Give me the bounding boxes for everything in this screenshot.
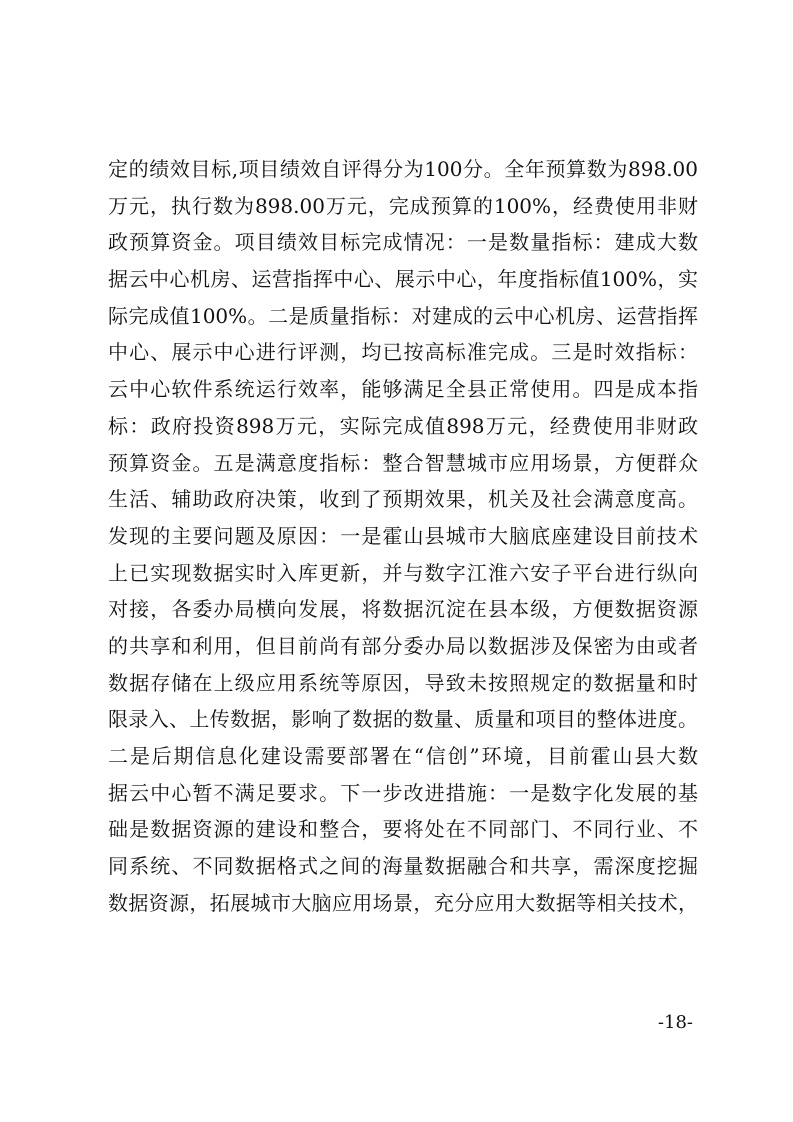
text-line: 的共享和利用，但目前尚有部分委办局以数据涉及保密为由或者	[108, 633, 698, 658]
text-line: 云中心软件系统运行效率，能够满足全县正常使用。四是成本指	[108, 377, 698, 402]
text-line: 标：政府投资898万元，实际完成值898万元，经费使用非财政	[108, 413, 698, 438]
text-line: 数据存储在上级应用系统等原因，导致未按照规定的数据量和时	[108, 670, 698, 695]
text-line: 万元，执行数为898.00万元，完成预算的100%，经费使用非财	[108, 193, 698, 218]
text-line: 生活、辅助政府决策，收到了预期效果，机关及社会满意度高。	[108, 487, 698, 512]
text-line: 据云中心机房、运营指挥中心、展示中心，年度指标值100%，实	[108, 267, 698, 292]
body-text	[108, 151, 698, 921]
text-line: 据云中心暂不满足要求。下一步改进措施：一是数字化发展的基	[108, 780, 698, 805]
text-line: 数据资源，拓展城市大脑应用场景，充分应用大数据等相关技术，	[108, 890, 698, 915]
text-line: 际完成值100%。二是质量指标：对建成的云中心机房、运营指挥	[108, 303, 698, 328]
text-line: 预算资金。五是满意度指标：整合智慧城市应用场景，方便群众	[108, 450, 698, 475]
text-line: 限录入、上传数据，影响了数据的数量、质量和项目的整体进度。	[108, 707, 698, 732]
text-line: 对接，各委办局横向发展，将数据沉淀在县本级，方便数据资源	[108, 597, 698, 622]
text-line: 上已实现数据实时入库更新，并与数字江淮六安子平台进行纵向	[108, 560, 698, 585]
text-line: 发现的主要问题及原因：一是霍山县城市大脑底座建设目前技术	[108, 523, 698, 548]
page-number: -18-	[657, 1012, 693, 1033]
text-line: 定的绩效目标,项目绩效自评得分为100分。全年预算数为898.00	[108, 157, 698, 181]
text-line: 础是数据资源的建设和整合，要将处在不同部门、不同行业、不	[108, 817, 698, 842]
text-line: 二是后期信息化建设需要部署在“信创”环境，目前霍山县大数	[108, 744, 698, 768]
text-line: 政预算资金。项目绩效目标完成情况：一是数量指标：建成大数	[108, 230, 698, 255]
text-line: 中心、展示中心进行评测，均已按高标准完成。三是时效指标：	[108, 340, 698, 365]
text-line: 同系统、不同数据格式之间的海量数据融合和共享，需深度挖掘	[108, 854, 698, 879]
